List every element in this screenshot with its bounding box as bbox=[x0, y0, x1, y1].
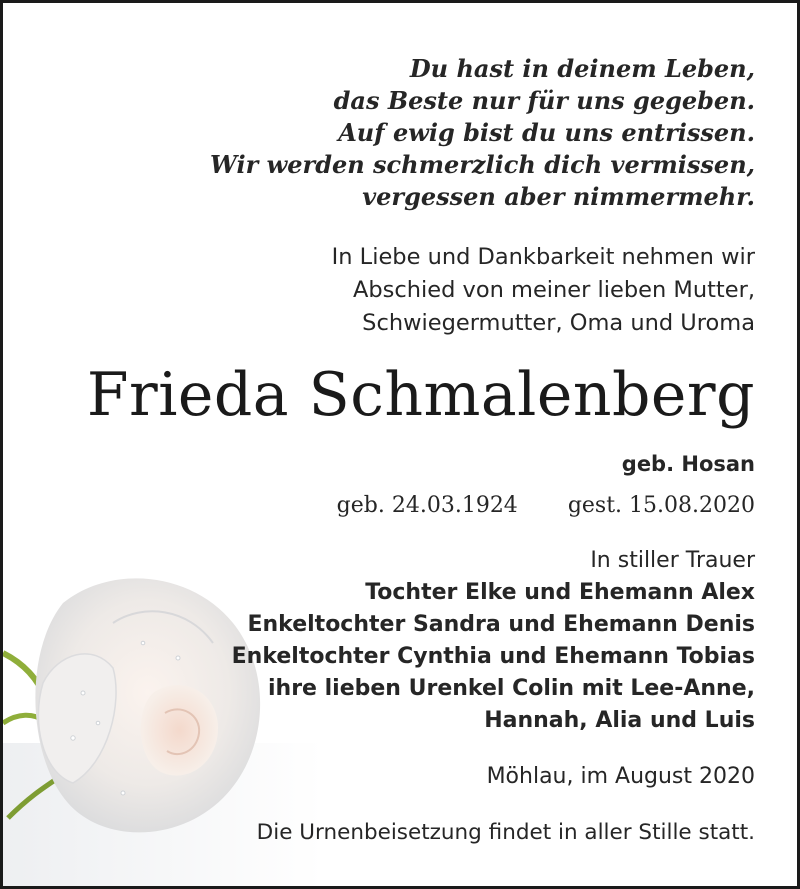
poem-line: das Beste nur für uns gegeben. bbox=[333, 86, 755, 115]
poem-line: Du hast in deinem Leben, bbox=[409, 54, 755, 83]
mourner-line: Enkeltochter Sandra und Ehemann Denis bbox=[247, 612, 755, 637]
intro-line: Abschied von meiner lieben Mutter, bbox=[352, 277, 755, 303]
mourners-heading: In stiller Trauer bbox=[590, 548, 755, 573]
burial-note: Die Urnenbeisetzung findet in aller Stille statt. bbox=[256, 820, 755, 845]
birth-date: geb. 24.03.1924 bbox=[336, 493, 518, 518]
poem-line: Auf ewig bist du uns entrissen. bbox=[338, 118, 755, 147]
mourner-line: Enkeltochter Cynthia und Ehemann Tobias bbox=[231, 644, 755, 669]
farewell-intro bbox=[332, 241, 755, 340]
mourner-line: Hannah, Alia und Luis bbox=[484, 708, 755, 733]
deceased-name: Frieda Schmalenberg bbox=[86, 360, 755, 430]
intro-line: In Liebe und Dankbarkeit nehmen wir bbox=[331, 244, 755, 270]
life-dates bbox=[337, 489, 755, 523]
mourner-line: ihre lieben Urenkel Colin mit Lee-Anne, bbox=[267, 676, 755, 701]
birth-name: geb. Hosan bbox=[621, 452, 755, 476]
mourner-line: Tochter Elke und Ehemann Alex bbox=[365, 580, 755, 605]
death-date: gest. 15.08.2020 bbox=[567, 493, 755, 518]
place-and-date: Möhlau, im August 2020 bbox=[486, 764, 755, 789]
mourners-list bbox=[232, 545, 755, 737]
poem-line: vergessen aber nimmermehr. bbox=[362, 182, 755, 211]
memorial-poem bbox=[210, 53, 755, 213]
poem-line: Wir werden schmerzlich dich vermissen, bbox=[209, 150, 755, 179]
intro-line: Schwiegermutter, Oma und Uroma bbox=[362, 310, 755, 336]
